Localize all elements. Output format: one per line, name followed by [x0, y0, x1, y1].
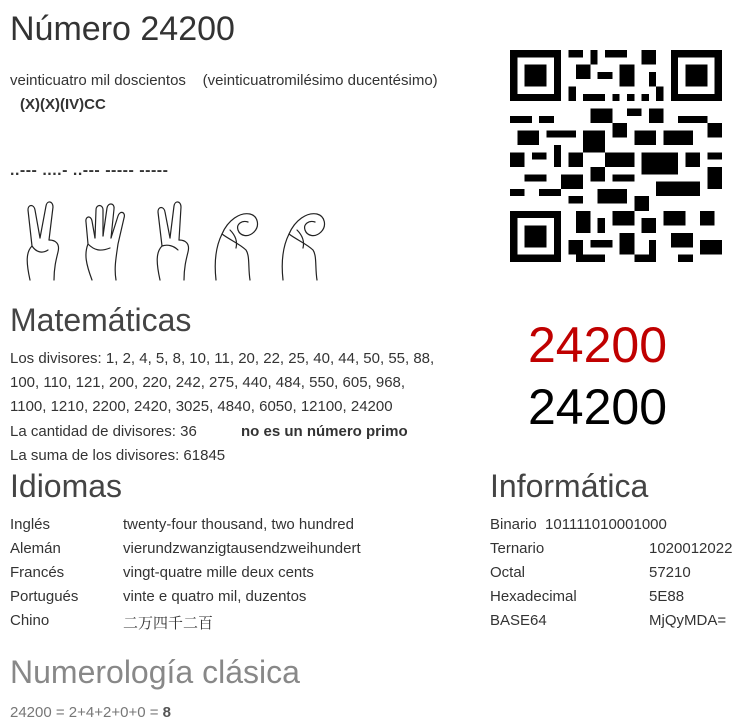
language-text: vingt-quatre mille deux cents: [123, 564, 314, 581]
number-display-red: 24200: [528, 317, 668, 373]
divisor-count: La cantidad de divisores: 36: [10, 423, 197, 440]
language-text: 二万四千二百: [123, 615, 214, 632]
computing-heading: Informática: [490, 468, 649, 504]
number-words: [10, 72, 438, 89]
hand-sign-2-icon: [157, 202, 188, 280]
roman-numeral: (X)(X)(IV)CC: [20, 96, 106, 113]
divisor-sum: La suma de los divisores: 61845: [10, 447, 226, 464]
divisors-line-2: 100, 110, 121, 200, 220, 242, 275, 440, 484, 550, 605, 968,: [10, 374, 406, 391]
language-name: Alemán: [10, 540, 61, 557]
base-label: BASE64: [490, 612, 547, 629]
base-value: 57210: [649, 564, 691, 581]
cardinal-words: veinticuatro mil doscientos: [10, 72, 186, 89]
numerology-expression: 24200 = 2+4+2+0+0 =: [10, 704, 159, 721]
language-text: vinte e quatro mil, duzentos: [123, 588, 307, 605]
language-name: Portugués: [10, 588, 79, 605]
hand-sign-4-icon: [86, 204, 125, 280]
numerology-heading: Numerología clásica: [10, 654, 300, 690]
language-name: Francés: [10, 564, 65, 581]
languages-heading: Idiomas: [10, 468, 123, 504]
math-heading: Matemáticas: [10, 302, 192, 338]
morse-code: ..--- ....- ..--- ----- -----: [10, 162, 169, 179]
numerology-result: 8: [162, 704, 171, 721]
sign-language-hands: [15, 200, 335, 282]
page-title: Número 24200: [10, 10, 235, 48]
base-value: 1020012022: [649, 540, 733, 557]
hand-sign-0-icon: [215, 214, 257, 280]
base-label: Hexadecimal: [490, 588, 577, 605]
divisors-line-3: 1100, 1210, 2200, 2420, 3025, 4840, 6050, 12100, 24200: [10, 398, 393, 415]
number-display-black: 24200: [528, 379, 668, 435]
divisors-values-1: 1, 2, 4, 5, 8, 10, 11, 20, 22, 25, 40, 44, 50, 55, 88,: [105, 350, 435, 367]
base-label: Ternario: [490, 540, 545, 557]
language-name: Chino: [10, 612, 50, 629]
base-value: MjQyMDA=: [649, 612, 727, 629]
base-value: 5E88: [649, 588, 685, 605]
hand-sign-2-icon: [27, 202, 58, 280]
hand-sign-0-icon: [282, 214, 324, 280]
qr-code-icon: [510, 50, 722, 262]
binary-value: 101111010001000: [545, 516, 667, 533]
prime-note: no es un número primo: [241, 423, 408, 440]
binary-label: Binario: [490, 516, 537, 533]
ordinal-words: (veinticuatromilésimo ducentésimo): [202, 72, 438, 89]
divisors-line-1: [10, 350, 434, 367]
language-text: twenty-four thousand, two hundred: [123, 516, 354, 533]
numerology-line: [10, 704, 171, 721]
language-text: vierundzwanzigtausendzweihundert: [123, 540, 361, 557]
binary-row: [490, 516, 667, 533]
divisors-label: Los divisores:: [10, 350, 102, 367]
language-name: Inglés: [10, 516, 51, 533]
base-label: Octal: [490, 564, 526, 581]
